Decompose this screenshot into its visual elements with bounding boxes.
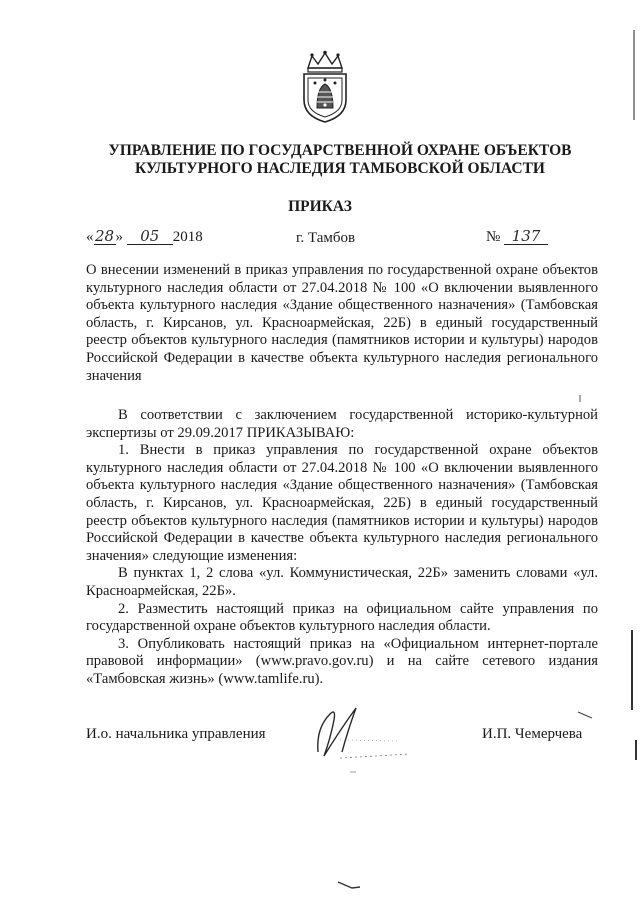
- date-year: 2018: [172, 229, 203, 245]
- order-subject: О внесении изменений в приказ управления по государственной охране объектов культурного наследия области от 27.04.2018 № 100 «О включении выявленного объекта культурного наследия «Здание общественного назначения» (Тамбовская область, г. Кирсанов, ул. Красноармейская, 22Б) в единый государственный реестр объектов культурного наследия (памятников истории и культуры) народов Российской Федерации в качестве объекта культурного наследия регионального значения: [86, 262, 598, 384]
- number-value: 137: [504, 228, 548, 245]
- number-label: №: [486, 229, 501, 245]
- date-day: 28: [94, 227, 115, 245]
- item-2-paragraph: 2. Разместить настоящий приказ на официальном сайте управления по государственной охране объектов культурного наследия области.: [86, 600, 598, 635]
- signatory-position: И.о. начальника управления: [86, 726, 266, 742]
- handwritten-signature-icon: [300, 700, 440, 760]
- organization-line-2: КУЛЬТУРНОГО НАСЛЕДИЯ ТАМБОВСКОЙ ОБЛАСТИ: [135, 160, 545, 177]
- coat-of-arms-icon: [298, 50, 352, 124]
- document-type: ПРИКАЗ: [288, 198, 352, 215]
- date-month: 05: [127, 228, 173, 245]
- date-open-quote: «: [86, 229, 94, 245]
- order-body: [86, 407, 598, 689]
- date-close-quote: »: [115, 229, 123, 245]
- preamble-paragraph: В соответствии с заключением государственной историко-культурной экспертизы от 29.09.2017 ПРИКАЗЫВАЮ:: [86, 407, 598, 441]
- item-1-paragraph: 1. Внести в приказ управления по государственной охране объектов культурного наследия области от 27.04.2018 № 100 «О включении выявленного объекта культурного наследия «Здание общественного назначения» (Тамбовская область, г. Кирсанов, ул. Красноармейская, 22Б) в единый государственный реестр объектов культурного наследия (памятников истории и культуры) народов Российской Федерации в качестве объекта культурного наследия регионального значения» следующие изменения:: [86, 442, 598, 564]
- item-1-change-paragraph: В пунктах 1, 2 слова «ул. Коммунистическая, 22Б» заменить словами «ул. Красноармейская, 22Б».: [86, 565, 598, 599]
- city: г. Тамбов: [296, 230, 356, 246]
- item-3-paragraph: 3. Опубликовать настоящий приказ на «Официальном интернет-портале правовой информации» (www.pravo.gov.ru) и на сайте сетевого издания «Тамбовская жизнь» (www.tamlife.ru).: [86, 635, 598, 687]
- order-number: [486, 228, 548, 246]
- organization-line-1: УПРАВЛЕНИЕ ПО ГОСУДАРСТВЕННОЙ ОХРАНЕ ОБЪЕКТОВ: [108, 142, 572, 159]
- organization-name: [90, 142, 590, 178]
- order-date: [86, 228, 203, 246]
- signatory-name: И.П. Чемерчева: [482, 726, 583, 742]
